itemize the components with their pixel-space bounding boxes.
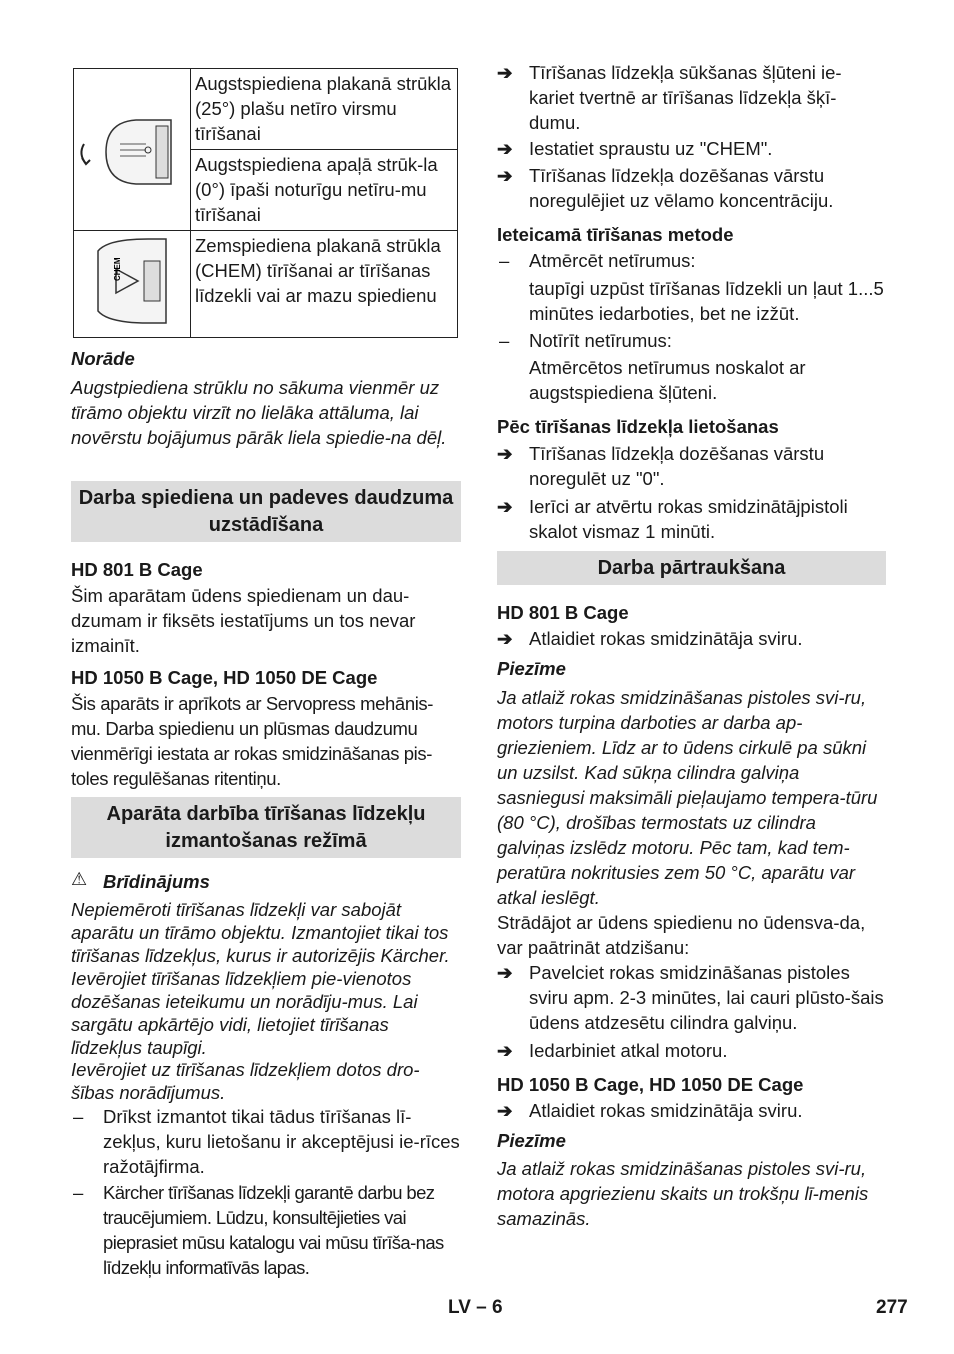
method-heading: Ieteicamā tīrīšanas metode <box>497 224 734 245</box>
arrow-icon: ➔ <box>497 1100 513 1121</box>
dash-item-1-text: Drīkst izmantot tikai tādus tīrīšanas lī-zekļus, kuru lietošanu ir akceptējusi ie-rīces ražotājfirma. <box>103 1106 460 1177</box>
arrow-item-7-text: Pavelciet rokas smidzināšanas pistoles sviru apm. 2-3 minūtes, lai cauri plūsto-šais ūdens atdzesētu cilindra galviņu. <box>529 962 884 1033</box>
section-interruption-title-text: Darba pārtraukšana <box>597 556 786 579</box>
nozzle-row-3-text: Zemspiediena plakanā strūkla (CHEM) tīrīšanai ar tīrīšanas līdzekli vai ar mazu spiedienu <box>191 231 458 338</box>
arrow-icon: ➔ <box>497 138 513 159</box>
arrow-icon: ➔ <box>497 62 513 83</box>
nozzle-row-2-text: Augstspiediena apaļā strūk-la (0°) īpaši noturīgu netīru-mu tīrīšanai <box>191 150 458 231</box>
arrow-item-9 <box>497 1098 882 1123</box>
dash-item-a <box>497 248 887 273</box>
footer-page-sub: – 6 <box>476 1297 503 1318</box>
hd801-heading-right: HD 801 B Cage <box>497 602 629 623</box>
arrow-item-8 <box>497 1038 882 1063</box>
note2-text: Ja atlaiž rokas smidzināšanas pistoles svi-ru, motora apgriezienu skaits un trokšņu lī-menis samazinās. <box>497 1158 869 1229</box>
arrow-item-3 <box>497 163 882 213</box>
arrow-item-3-text: Tīrīšanas līdzekļa dozēšanas vārstu noregulējiet uz vēlamo koncentrāciju. <box>529 165 834 211</box>
warning-heading-row <box>71 869 461 894</box>
dash-item-b <box>497 328 887 353</box>
note-heading: Norāde <box>71 348 135 369</box>
arrow-item-6 <box>497 626 882 651</box>
dash-item-a-text: Atmērcēt netīrumus: <box>529 250 696 271</box>
arrow-icon: ➔ <box>497 962 513 983</box>
arrow-item-1 <box>497 60 882 135</box>
section-detergent-title <box>71 797 461 858</box>
arrow-item-9-text: Atlaidiet rokas smidzinātāja sviru. <box>529 1100 803 1121</box>
arrow-item-7 <box>497 960 887 1035</box>
section-pressure-title <box>71 481 461 542</box>
dash-item-1 <box>71 1104 461 1179</box>
dash-marker: – <box>73 1182 83 1203</box>
dash-marker: – <box>73 1106 84 1127</box>
note2-heading: Piezīme <box>497 1130 566 1151</box>
note-text: Augstpiediena strūklu no sākuma vienmēr uz tīrāmo objektu virzīt no lielāka attāluma, lai novērstu bojājumus pārāk liela spiedie-na dēļ. <box>71 377 447 448</box>
note1-heading: Piezīme <box>497 658 566 679</box>
after-heading: Pēc tīrīšanas līdzekļa lietošanas <box>497 416 779 437</box>
hd1050-text: Šis aparāts ir aprīkots ar Servopress mehānis-mu. Darba spiedienu un plūsmas daudzumu vienmērīgi iestata ar rokas smidzināšanas pis-toles regulēšanas ritentiņu. <box>71 693 434 789</box>
arrow-item-8-text: Iedarbiniet atkal motoru. <box>529 1040 728 1061</box>
dash-marker: – <box>499 330 510 351</box>
arrow-item-5 <box>497 494 882 544</box>
footer-lang: LV <box>448 1297 471 1318</box>
arrow-item-1-text: Tīrīšanas līdzekļa sūkšanas šļūteni ie-kariet tvertnē ar tīrīšanas līdzekļa šķī-dumu. <box>529 62 842 133</box>
nozzle-row-1-text: Augstspiediena plakanā strūkla (25°) plašu netīro virsmu tīrīšanai <box>191 69 458 150</box>
hd1050-heading-left: HD 1050 B Cage, HD 1050 DE Cage <box>71 667 378 688</box>
arrow-icon: ➔ <box>497 1040 513 1061</box>
arrow-item-4-text: Tīrīšanas līdzekļa dozēšanas vārstu noregulēt uz "0". <box>529 443 825 489</box>
arrow-icon: ➔ <box>497 496 513 517</box>
nozzle-table <box>73 68 458 338</box>
arrow-item-6-text: Atlaidiet rokas smidzinātāja sviru. <box>529 628 803 649</box>
hd1050-heading-right: HD 1050 B Cage, HD 1050 DE Cage <box>497 1074 804 1095</box>
chem-label: CHEM <box>113 257 122 281</box>
section-detergent-title-text: Aparāta darbība tīrīšanas līdzekļu izmantošanas režīmā <box>106 802 426 852</box>
arrow-icon: ➔ <box>497 443 513 464</box>
warning-text-2: Ievērojiet uz tīrīšanas līdzekļiem dotos dro-šības norādījumus. <box>71 1059 420 1103</box>
flat-round-nozzle-icon <box>74 69 191 231</box>
hd801-text: Šim aparātam ūdens spiedienam un dau-dzumam ir fiksēts iestatījums un tos nevar izmainīt. <box>71 585 416 656</box>
footer-page-number: 277 <box>876 1297 908 1318</box>
dash-item-b-text: Notīrīt netīrumus: <box>529 330 672 351</box>
dash-item-b-detail: Atmērcētos netīrumus noskalot ar augstspiediena šļūteni. <box>529 357 806 403</box>
cool-text: Strādājot ar ūdens spiedienu no ūdensva-da, var paātrināt atdzišanu: <box>497 912 866 958</box>
arrow-icon: ➔ <box>497 165 513 186</box>
arrow-icon: ➔ <box>497 628 513 649</box>
footer-page-label <box>448 1297 503 1319</box>
chem-nozzle-icon <box>74 231 191 338</box>
dash-item-2 <box>71 1180 461 1280</box>
arrow-item-4 <box>497 441 882 491</box>
section-interruption-title <box>497 551 886 585</box>
arrow-item-5-text: Ierīci ar atvērtu rokas smidzinātājpistoli skalot vismaz 1 minūti. <box>529 496 848 542</box>
dash-item-2-text: Kärcher tīrīšanas līdzekļi garantē darbu bez traucējumiem. Lūdzu, konsultējieties vai pieprasiet mūsu katalogu vai mūsu tīrīša-nas līdzekļu informatīvās lapas. <box>103 1182 444 1278</box>
warning-heading: Brīdinājums <box>103 871 210 892</box>
dash-marker: – <box>499 250 510 271</box>
dash-item-a-detail: taupīgi uzpūst tīrīšanas līdzekli un ļaut 1...5 minūtes iedarboties, bet ne izžūt. <box>529 278 884 324</box>
warning-text: Nepiemēroti tīrīšanas līdzekļi var sabojāt aparātu un tīrāmo objektu. Izmantojiet tikai tos tīrīšanas līdzekļus, kurus ir autorizējis Kärcher. Ievērojiet tīrīšanas līdzekļiem pie-vienotos dozēšanas ieteikumu un norādīju-mus. Lai sargātu apkārtējo vidi, lietojiet tīrīšanas līdzekļus taupīgi. <box>71 899 450 1058</box>
section-pressure-title-text: Darba spiediena un padeves daudzuma uzstādīšana <box>78 486 454 536</box>
hd801-heading-left: HD 801 B Cage <box>71 559 203 580</box>
note1-text: Ja atlaiž rokas smidzināšanas pistoles svi-ru, motors turpina darboties ar darba ap-griezieniem. Līdz ar to ūdens cirkulē pa sūkni un uzsilst. Kad sūkņa cilindra galviņa sasniegusi maksimāli pieļaujamo tempera-tūru (80 °C), drošības termostats uz cilindra galviņas izslēdz motoru. Pēc tam, kad tem-peratūra nokritusies zem 50 °C, aparātu var atkal ieslēgt. <box>497 687 878 908</box>
arrow-item-2 <box>497 136 882 161</box>
warning-icon: ⚠ <box>71 869 88 889</box>
arrow-item-2-text: Iestatiet spraustu uz "CHEM". <box>529 138 773 159</box>
